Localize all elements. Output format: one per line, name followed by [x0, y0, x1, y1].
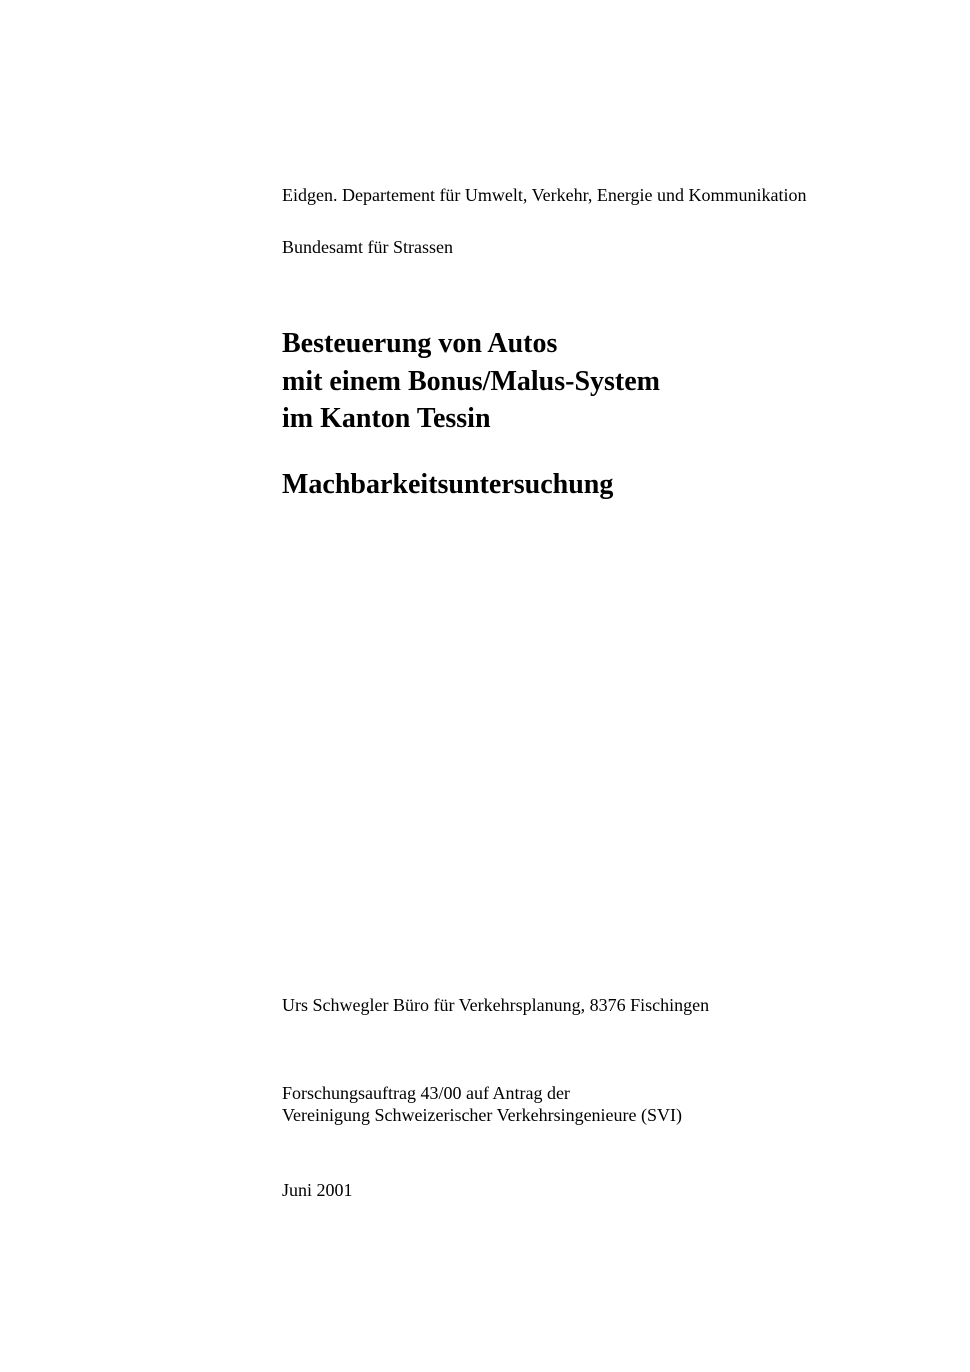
main-title-line-3: im Kanton Tessin: [282, 403, 491, 434]
main-title-line-2: mit einem Bonus/Malus-System: [282, 365, 660, 397]
main-title-line-1: Besteuerung von Autos: [282, 328, 558, 359]
research-mandate: [282, 1082, 682, 1126]
subtitle: Machbarkeitsuntersuchung: [282, 469, 614, 500]
research-line-1: Forschungsauftrag 43/00 auf Antrag der: [282, 1083, 570, 1103]
office-name: Bundesamt für Strassen: [282, 237, 453, 257]
publication-date: Juni 2001: [282, 1180, 353, 1200]
main-title: [282, 325, 660, 438]
author-line: Urs Schwegler Büro für Verkehrsplanung, 8376 Fischingen: [282, 995, 710, 1015]
research-line-2: Vereinigung Schweizerischer Verkehrsingenieure (SVI): [282, 1105, 683, 1125]
department-name: Eidgen. Departement für Umwelt, Verkehr, Energie und Kommunikation: [282, 185, 807, 205]
